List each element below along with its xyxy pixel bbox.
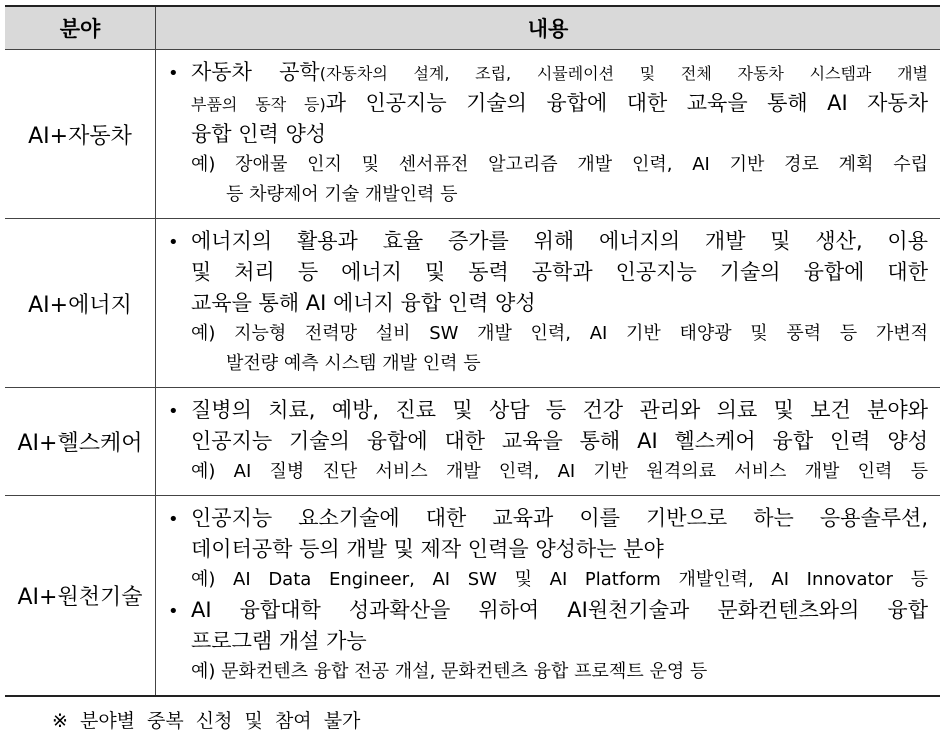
- line-text: [191, 150, 928, 180]
- bullet-icon: •: [168, 63, 179, 84]
- text-segment: 예) AI 질병 진단 서비스 개발 인력, AI 기반 원격의료 서비스 개발 인력 등: [191, 461, 928, 482]
- bullet-icon: •: [168, 601, 179, 622]
- text-line: [166, 119, 928, 150]
- field-name: AI+원천기술: [5, 496, 156, 697]
- text-segment: 예) 지능형 전력망 설비 SW 개발 인력, AI 기반 태양광 및 풍력 등 가변적: [191, 323, 928, 344]
- line-text: [191, 426, 928, 457]
- text-segment: 과 인공지능 기술의 융합에 대한 교육을 통해 AI 자동차: [325, 91, 929, 115]
- table-row: [5, 496, 940, 697]
- field-name: AI+자동차: [5, 50, 156, 219]
- text-segment: 예) 장애물 인지 및 센서퓨전 알고리즘 개발 인력, AI 기반 경로 계획 수립: [191, 154, 928, 175]
- text-segment: (자동차의 설계, 조립, 시뮬레이션 및 전체 자동차 시스템과 개별: [319, 64, 928, 83]
- line-text: [191, 319, 928, 349]
- line-text: [191, 257, 928, 288]
- field-description: [156, 50, 941, 219]
- text-line: [166, 626, 928, 657]
- text-segment: 및 처리 등 에너지 및 동력 공학과 인공지능 기술의 융합에 대한: [191, 260, 928, 284]
- bullet-line: [166, 395, 928, 426]
- example-line: [166, 150, 928, 180]
- text-line: [166, 88, 928, 119]
- field-description: [156, 496, 941, 697]
- text-segment: 인공지능 기술의 융합에 대한 교육을 통해 AI 헬스케어 융합 인력 양성: [191, 429, 928, 453]
- line-text: [191, 565, 928, 595]
- line-text: [191, 657, 928, 687]
- bullet-icon: •: [168, 401, 179, 422]
- line-text: [191, 503, 928, 534]
- table-row: [5, 219, 940, 388]
- text-segment: 부품의 동작 등): [191, 95, 326, 114]
- line-text: [191, 626, 928, 657]
- text-line: [166, 426, 928, 457]
- line-text: [226, 180, 928, 210]
- text-segment: 인공지능 요소기술에 대한 교육과 이를 기반으로 하는 응용솔루션,: [191, 506, 928, 530]
- text-segment: AI 융합대학 성과확산을 위하여 AI원천기술과 문화컨텐츠와의 융합: [191, 598, 928, 622]
- bullet-line: [166, 595, 928, 626]
- footnote: ※ 분야별 중복 신청 및 참여 불가: [52, 710, 361, 732]
- bullet-line: [166, 226, 928, 257]
- text-segment: 프로그램 개설 가능: [191, 629, 367, 653]
- text-segment: 질병의 치료, 예방, 진료 및 상담 등 건강 관리와 의료 및 보건 분야와: [191, 398, 928, 422]
- text-segment: 에너지의 활용과 효율 증가를 위해 에너지의 개발 및 생산, 이용: [191, 229, 928, 253]
- field-name: AI+헬스케어: [5, 388, 156, 496]
- text-segment: 융합 인력 양성: [191, 122, 327, 146]
- bullet-icon: •: [168, 232, 179, 253]
- text-line: [166, 288, 928, 319]
- example-line: [166, 457, 928, 487]
- bullet-line: [166, 57, 928, 88]
- line-text: [191, 226, 928, 257]
- table-row: [5, 50, 940, 219]
- line-text: [191, 57, 928, 89]
- line-text: [191, 534, 928, 565]
- table-row: [5, 388, 940, 496]
- example-line: [166, 657, 928, 687]
- text-line: [166, 534, 928, 565]
- text-segment: 예) AI Data Engineer, AI SW 및 AI Platform 개발인력, AI Innovator 등: [191, 569, 928, 590]
- line-text: [191, 288, 928, 319]
- line-text: [191, 595, 928, 626]
- header-content: 내용: [156, 6, 941, 50]
- text-segment: 데이터공학 등의 개발 및 제작 인력을 양성하는 분야: [191, 537, 664, 561]
- text-segment: 발전량 예측 시스템 개발 인력 등: [226, 353, 481, 374]
- example-line: [166, 349, 928, 379]
- bullet-icon: •: [168, 509, 179, 530]
- example-line: [166, 180, 928, 210]
- line-text: [191, 88, 928, 120]
- line-text: [191, 457, 928, 487]
- example-line: [166, 565, 928, 595]
- header-field: 분야: [5, 6, 156, 50]
- line-text: [191, 119, 928, 150]
- text-segment: 예) 문화컨텐츠 융합 전공 개설, 문화컨텐츠 융합 프로젝트 운영 등: [191, 661, 708, 682]
- text-segment: 자동차 공학: [191, 60, 320, 84]
- fields-table: [5, 5, 940, 697]
- line-text: [226, 349, 928, 379]
- text-segment: 교육을 통해 AI 에너지 융합 인력 양성: [191, 291, 536, 315]
- field-description: [156, 388, 941, 496]
- example-line: [166, 319, 928, 349]
- field-description: [156, 219, 941, 388]
- table-header-row: [5, 6, 940, 50]
- text-line: [166, 257, 928, 288]
- line-text: [191, 395, 928, 426]
- text-segment: 등 차량제어 기술 개발인력 등: [226, 184, 458, 205]
- bullet-line: [166, 503, 928, 534]
- field-name: AI+에너지: [5, 219, 156, 388]
